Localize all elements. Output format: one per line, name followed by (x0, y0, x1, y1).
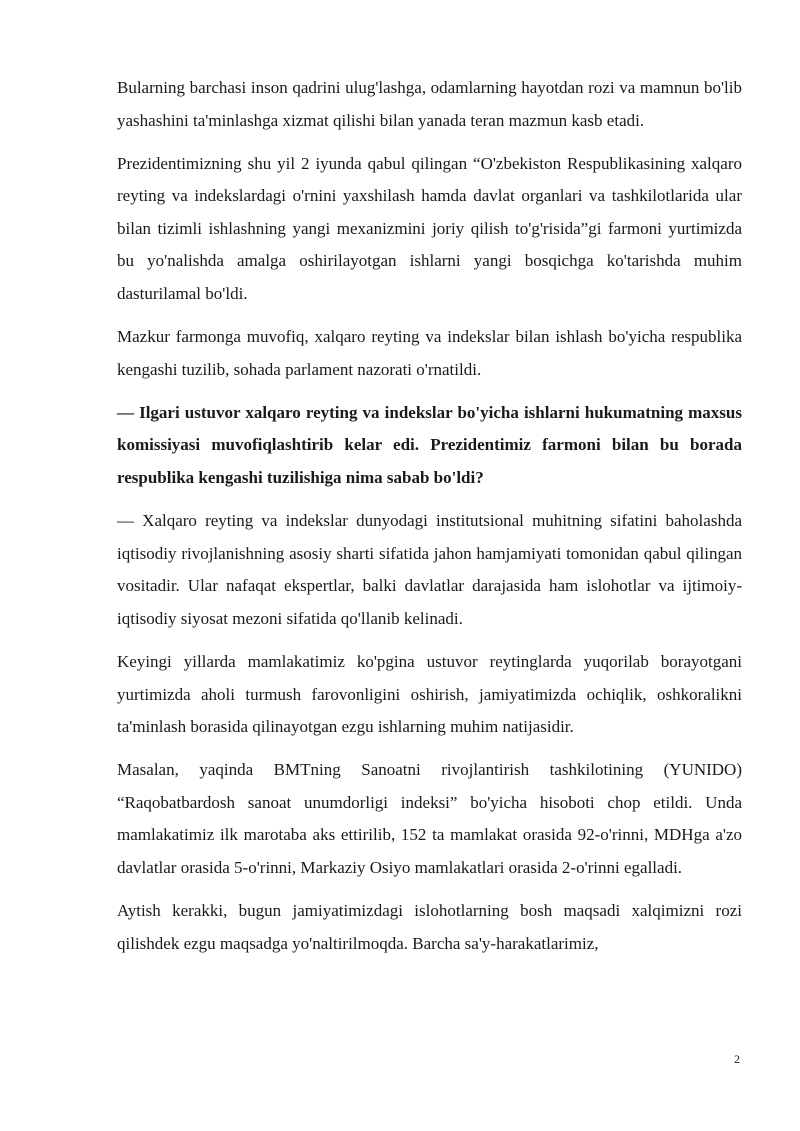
paragraph: Keyingi yillarda mamlakatimiz ko'pgina ustuvor reytinglarda yuqorilab borayotgani yurtimizda aholi turmush farovonligini oshirish, jamiyatimizda ochiqlik, oshkoralikni ta'minlash borasida qilinayotgan ezgu ishlarning muhim natijasidir. (117, 652, 742, 737)
paragraph: Mazkur farmonga muvofiq, xalqaro reyting va indekslar bilan ishlash bo'yicha respublika kengashi tuzilib, sohada parlament nazorati o'rnatildi. (117, 327, 742, 379)
paragraph: Prezidentimizning shu yil 2 iyunda qabul qilingan “O'zbekiston Respublikasining xalqaro reyting va indekslardagi o'rnini yaxshilash hamda davlat organlari va tashkilotlarida ular bilan tizimli ishlashning yangi mexanizmini joriy qilish to'g'risida”gi farmoni yurtimizda bu yo'nalishda amalga oshirilayotgan ishlarni yangi bosqichga ko'tarishda muhim dasturilamal bo'ldi. (117, 153, 742, 304)
page-number: 2 (734, 1052, 740, 1066)
paragraph: Bularning barchasi inson qadrini ulug'lashga, odamlarning hayotdan rozi va mamnun bo'lib yashashini ta'minlashga xizmat qilishi bilan yanada teran mazmun kasb etadi. (117, 78, 742, 130)
interview-answer: — Xalqaro reyting va indekslar dunyodagi institutsional muhitning sifatini baholashda iqtisodiy rivojlanishning asosiy sharti sifatida jahon hamjamiyati tomonidan qabul qilingan vositadir. Ular nafaqat ekspertlar, balki davlatlar darajasida ham islohotlar va ijtimoiy-iqtisodiy siyosat mezoni sifatida qo'llanib kelinadi. (117, 511, 742, 628)
interview-question: — Ilgari ustuvor xalqaro reyting va indekslar bo'yicha ishlarni hukumatning maxsus komissiyasi muvofiqlashtirib kelar edi. Prezidentimiz farmoni bilan bu borada respublika kengashi tuzilishiga nima sabab bo'ldi? (117, 402, 742, 488)
paragraph: Masalan, yaqinda BMTning Sanoatni rivojlantirish tashkilotining (YUNIDO) “Raqobatbardosh sanoat unumdorligi indeksi” bo'yicha hisoboti chop etildi. Unda mamlakatimiz ilk marotaba aks ettirilib, 152 ta mamlakat orasida 92-o'rinni, MDHga a'zo davlatlar orasida 5-o'rinni, Markaziy Osiyo mamlakatlari orasida 2-o'rinni egalladi. (117, 760, 742, 878)
document-body (117, 72, 742, 971)
paragraph: Aytish kerakki, bugun jamiyatimizdagi islohotlarning bosh maqsadi xalqimizni rozi qilishdek ezgu maqsadga yo'naltirilmoqda. Barcha sa'y-harakatlarimiz, (117, 901, 742, 953)
